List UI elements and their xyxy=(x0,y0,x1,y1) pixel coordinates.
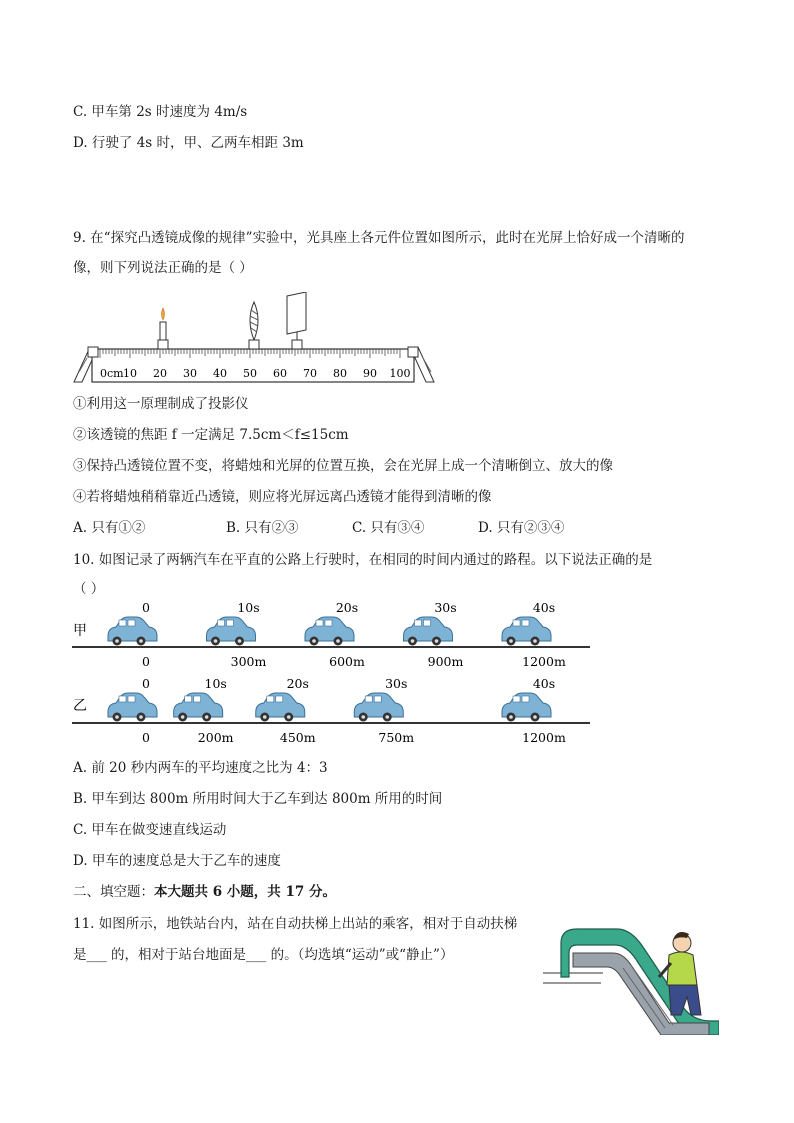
row-label-yi: 乙 xyxy=(73,698,87,714)
time-label: 10s xyxy=(204,676,227,691)
q9-stem-line2: 像，则下列说法正确的是（ ） xyxy=(73,260,253,276)
time-label: 30s xyxy=(434,600,457,615)
q9-option-a: A. 只有①② xyxy=(73,520,146,536)
light-screen-icon xyxy=(287,292,306,349)
time-label: 40s xyxy=(532,676,556,691)
ruler-label: 50 xyxy=(243,367,257,380)
car-icon xyxy=(502,693,551,722)
car-icon xyxy=(174,693,223,722)
q8-option-d: D. 行驶了 4s 时，甲、乙两车相距 3m xyxy=(73,135,304,151)
ruler-label: 80 xyxy=(333,367,347,380)
optical-bench-figure xyxy=(70,292,440,392)
time-label: 40s xyxy=(532,600,556,615)
distance-label: 0 xyxy=(142,730,150,745)
distance-label: 750m xyxy=(378,730,415,745)
distance-label: 200m xyxy=(197,730,234,745)
distance-label: 0 xyxy=(142,654,150,669)
q9-statement-4: ④若将蜡烛稍稍靠近凸透镜，则应将光屏远离凸透镜才能得到清晰的像 xyxy=(73,489,492,505)
q9-stem-line1: 9. 在“探究凸透镜成像的规律”实验中，光具座上各元件位置如图所示，此时在光屏上恰好成一个清晰的 xyxy=(73,230,685,246)
car-icon xyxy=(256,693,305,722)
car-icon xyxy=(354,693,403,722)
q9-option-d: D. 只有②③④ xyxy=(478,520,565,536)
q9-statement-3: ③保持凸透镜位置不变，将蜡烛和光屏的位置互换，会在光屏上成一个清晰倒立、放大的像 xyxy=(73,458,613,474)
q11-line1: 11. 如图所示，地铁站台内，站在自动扶梯上出站的乘客，相对于自动扶梯 xyxy=(73,916,518,932)
ruler-label: 20 xyxy=(153,367,167,380)
q10-option-c: C. 甲车在做变速直线运动 xyxy=(73,822,227,838)
section-description: 本大题共 6 小题，共 17 分。 xyxy=(154,884,336,900)
time-label: 20s xyxy=(286,676,309,691)
section-heading-fill-blank xyxy=(73,882,336,902)
distance-label: 600m xyxy=(329,654,365,669)
distance-label: 450m xyxy=(279,730,316,745)
ruler-label: 60 xyxy=(273,367,287,380)
time-label: 10s xyxy=(237,600,260,615)
ruler-label: 0cm xyxy=(100,367,124,380)
distance-label: 900m xyxy=(427,654,464,669)
time-label: 0 xyxy=(142,600,150,615)
section-prefix: 二、填空题： xyxy=(73,884,154,900)
escalator-illustration xyxy=(543,913,719,1035)
distance-label: 1200m xyxy=(522,654,566,669)
ruler-label: 10 xyxy=(123,367,137,380)
q8-option-c: C. 甲车第 2s 时速度为 4m/s xyxy=(73,104,248,120)
q9-option-b: B. 只有②③ xyxy=(226,520,299,536)
ruler-label: 90 xyxy=(363,367,377,380)
distance-label: 300m xyxy=(230,654,267,669)
time-label: 0 xyxy=(142,676,150,691)
q9-statement-1: ①利用这一原理制成了投影仪 xyxy=(73,396,249,412)
time-label: 20s xyxy=(335,600,359,615)
time-label: 30s xyxy=(385,676,408,691)
q9-option-c: C. 只有③④ xyxy=(352,520,425,536)
distance-label: 1200m xyxy=(522,730,566,745)
q10-stem-line1: 10. 如图记录了两辆汽车在平直的公路上行驶时，在相同的时间内通过的路程。以下说法正确的是 xyxy=(73,552,653,568)
ruler-label: 70 xyxy=(303,367,317,380)
row-label-jia: 甲 xyxy=(73,623,87,639)
cars-road-figure xyxy=(68,598,598,750)
q9-statement-2: ②该透镜的焦距 f 一定满足 7.5cm＜f≤15cm xyxy=(73,427,349,443)
q10-option-d: D. 甲车的速度总是大于乙车的速度 xyxy=(73,853,281,869)
convex-lens-icon xyxy=(249,302,259,349)
car-icon xyxy=(108,693,157,722)
ruler-label: 40 xyxy=(213,367,227,380)
car-icon xyxy=(207,617,256,646)
ruler-label: 30 xyxy=(183,367,197,380)
q10-option-b: B. 甲车到达 800m 所用时间大于乙车到达 800m 所用的时间 xyxy=(73,791,443,807)
car-icon xyxy=(404,617,453,646)
ruler-label: 100 xyxy=(389,367,411,380)
candle-icon xyxy=(158,308,168,349)
car-icon xyxy=(305,617,354,646)
car-icon xyxy=(108,617,157,646)
car-icon xyxy=(502,617,551,646)
q10-stem-line2: （ ） xyxy=(73,581,105,597)
q10-option-a: A. 前 20 秒内两车的平均速度之比为 4：3 xyxy=(73,760,328,776)
q11-line2: 是___ 的，相对于站台地面是___ 的。（均选填“运动”或“静止”） xyxy=(73,947,454,963)
